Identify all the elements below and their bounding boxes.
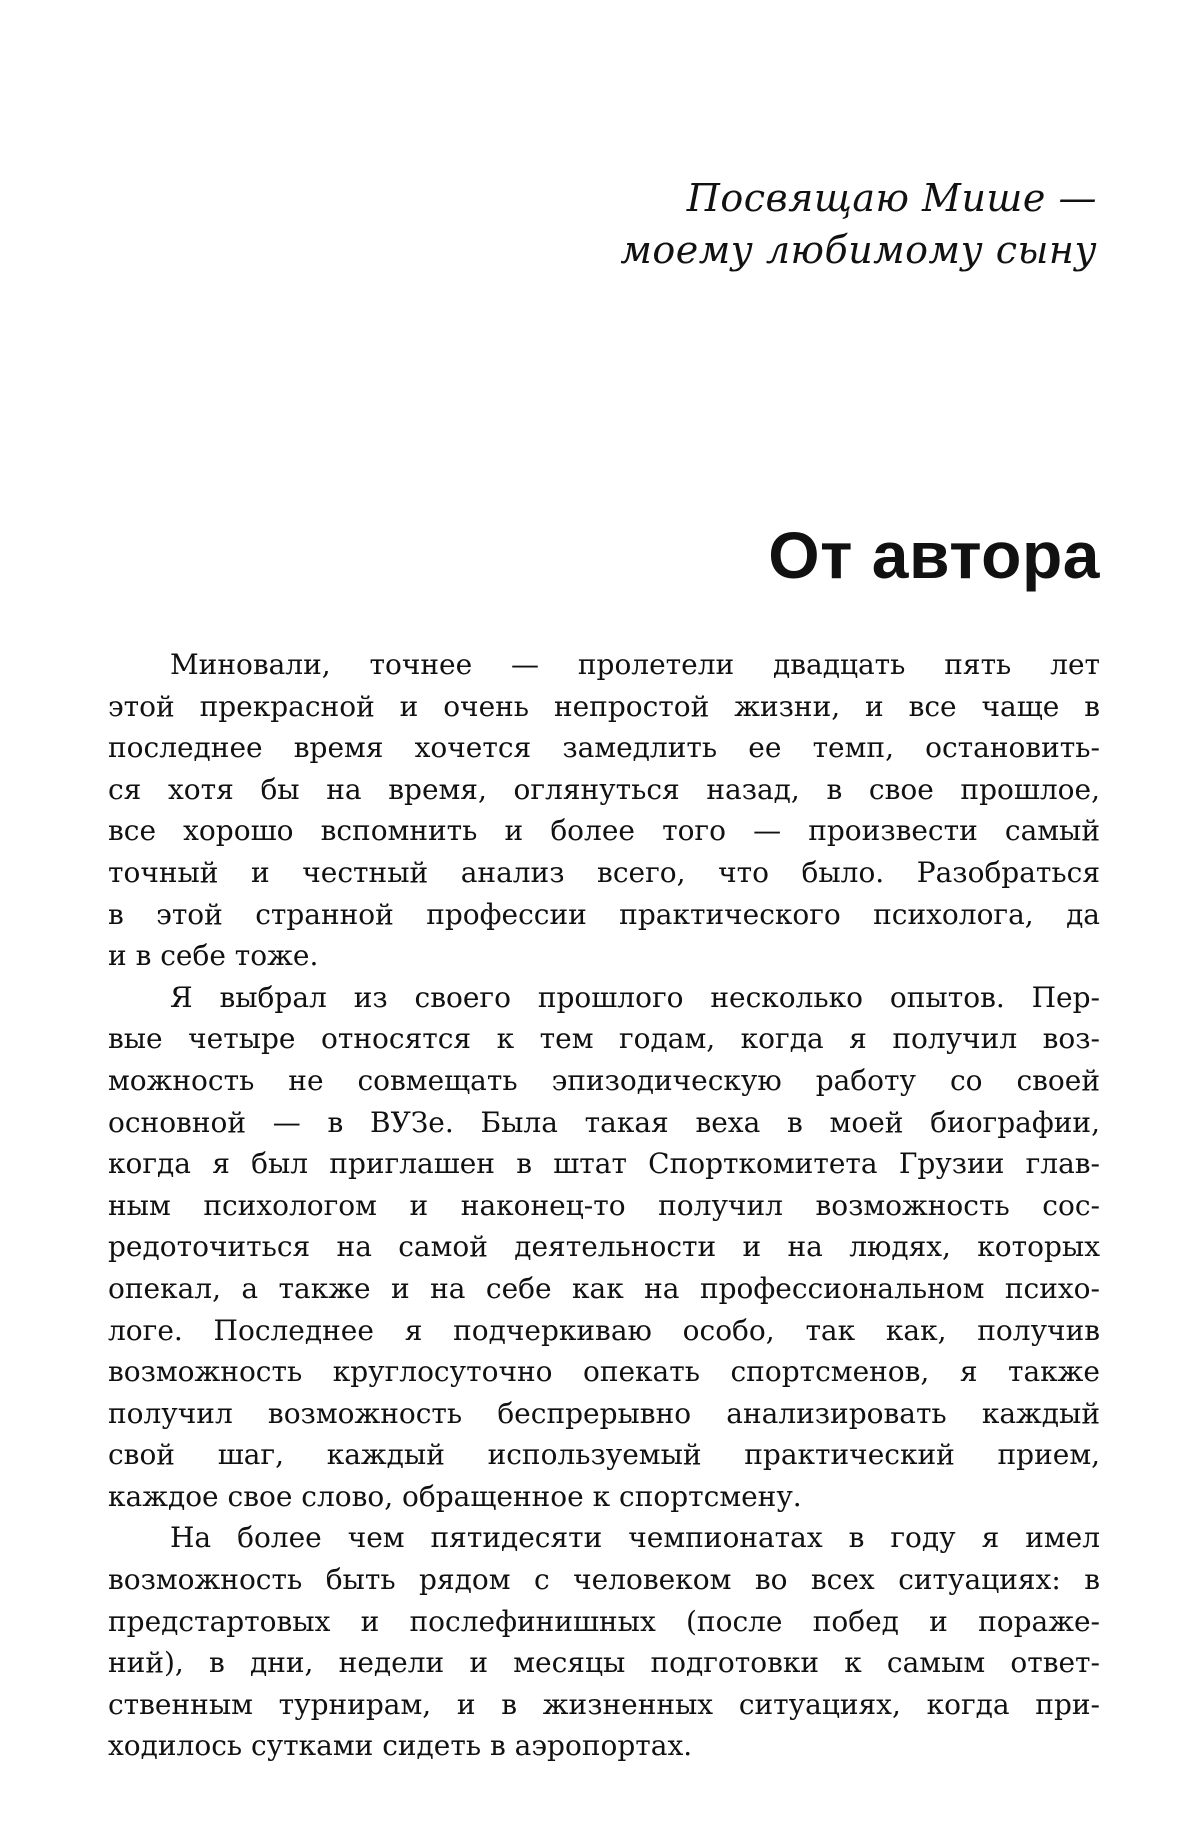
text-line: ходилось сутками сидеть в аэропортах.	[108, 1725, 1100, 1767]
text-line: когда я был приглашен в штат Спорткомитета Грузии глав-	[108, 1143, 1100, 1185]
text-line: редоточиться на самой деятельности и на людях, которых	[108, 1226, 1100, 1268]
paragraph-3	[108, 1517, 1100, 1767]
text-line: точный и честный анализ всего, что было. Разобраться	[108, 852, 1100, 894]
text-line: ний), в дни, недели и месяцы подготовки к самым ответ-	[108, 1642, 1100, 1684]
text-line: возможность круглосуточно опекать спортсменов, я также	[108, 1351, 1100, 1393]
text-line: ным психологом и наконец-то получил возможность сос-	[108, 1185, 1100, 1227]
text-line: все хорошо вспомнить и более того — произвести самый	[108, 810, 1100, 852]
book-page	[0, 0, 1200, 1827]
text-line: последнее время хочется замедлить ее темп, остановить-	[108, 727, 1100, 769]
text-line: можность не совмещать эпизодическую работу со своей	[108, 1060, 1100, 1102]
text-line: получил возможность беспрерывно анализировать каждый	[108, 1393, 1100, 1435]
text-line: Миновали, точнее — пролетели двадцать пять лет	[108, 644, 1100, 686]
text-line: основной — в ВУЗе. Была такая веха в моей биографии,	[108, 1102, 1100, 1144]
text-line: и в себе тоже.	[108, 935, 1100, 977]
text-line: свой шаг, каждый используемый практический прием,	[108, 1434, 1100, 1476]
dedication-line: Посвящаю Мише —	[397, 172, 1097, 224]
paragraph-2	[108, 977, 1100, 1518]
text-line: в этой странной профессии практического психолога, да	[108, 894, 1100, 936]
text-line: ственным турнирам, и в жизненных ситуациях, когда при-	[108, 1684, 1100, 1726]
text-line: этой прекрасной и очень непростой жизни, и все чаще в	[108, 686, 1100, 728]
text-line: вые четыре относятся к тем годам, когда я получил воз-	[108, 1018, 1100, 1060]
text-line: опекал, а также и на себе как на профессиональном психо-	[108, 1268, 1100, 1310]
text-line: предстартовых и послефинишных (после побед и пораже-	[108, 1601, 1100, 1643]
text-line: возможность быть рядом с человеком во всех ситуациях: в	[108, 1559, 1100, 1601]
dedication	[397, 172, 1097, 276]
dedication-line: моему любимому сыну	[397, 224, 1097, 276]
text-line: логе. Последнее я подчеркиваю особо, так как, получив	[108, 1310, 1100, 1352]
text-line: ся хотя бы на время, оглянуться назад, в свое прошлое,	[108, 769, 1100, 811]
body-text	[108, 644, 1100, 1767]
text-line: каждое свое слово, обращенное к спортсмену.	[108, 1476, 1100, 1518]
chapter-title: От автора	[768, 515, 1100, 595]
text-line: Я выбрал из своего прошлого несколько опытов. Пер-	[108, 977, 1100, 1019]
text-line: На более чем пятидесяти чемпионатах в году я имел	[108, 1517, 1100, 1559]
paragraph-1	[108, 644, 1100, 977]
